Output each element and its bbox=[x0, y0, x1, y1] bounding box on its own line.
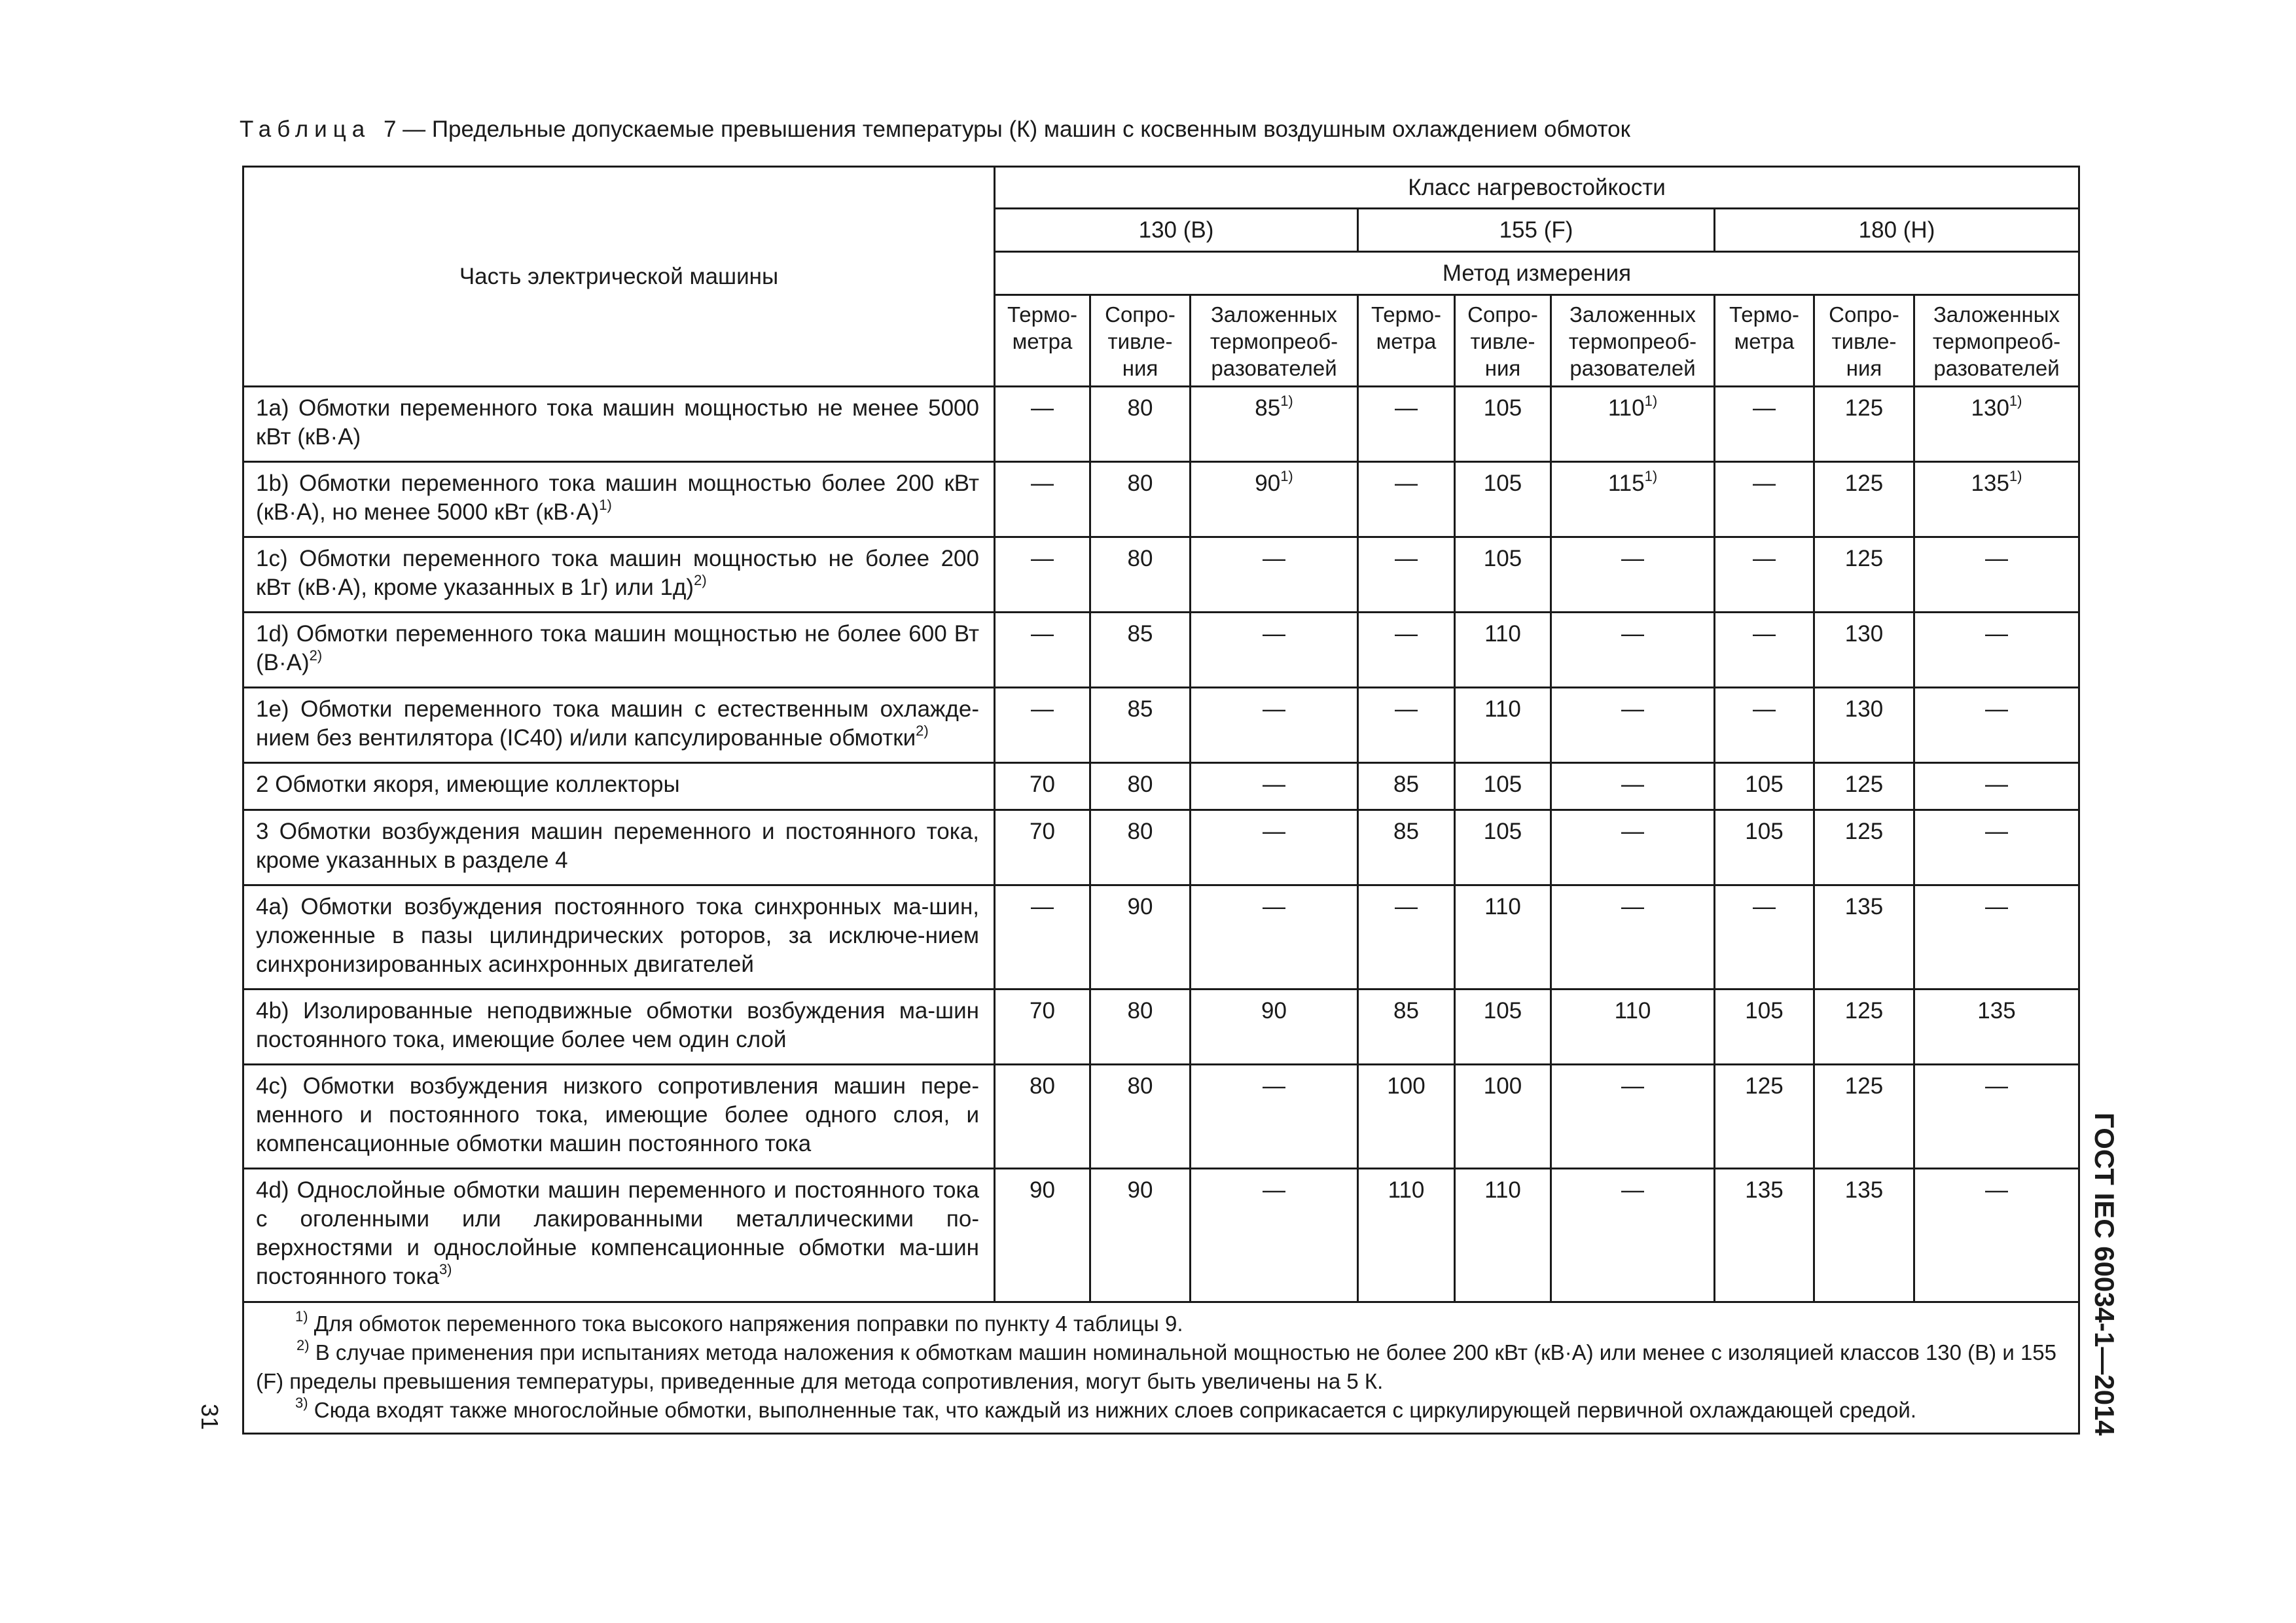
row-part-text: 1d) Обмотки переменного тока машин мощностью не более 600 Вт (В·А) bbox=[256, 621, 979, 675]
header-class-155: 155 (F) bbox=[1358, 209, 1715, 252]
value-cell bbox=[1551, 990, 1715, 1065]
footnote-ref: 1) bbox=[1280, 468, 1293, 484]
table-row bbox=[243, 1065, 2079, 1169]
value-text: 85 bbox=[1127, 696, 1153, 722]
value-text: 105 bbox=[1483, 819, 1522, 844]
value-cell bbox=[1191, 1065, 1358, 1169]
value-text: — bbox=[1031, 696, 1054, 722]
value-cell bbox=[1914, 885, 2079, 990]
table-caption-label: Таблица bbox=[240, 116, 371, 142]
value-cell bbox=[1814, 613, 1914, 688]
value-cell bbox=[1715, 810, 1814, 885]
footnote-ref: 3) bbox=[439, 1261, 452, 1277]
row-part-text: 1е) Обмотки переменного тока машин с естественным охлажде-нием без вентилятора (IC40) и/или капсулированные обмотки bbox=[256, 696, 979, 751]
table-row bbox=[243, 810, 2079, 885]
value-cell bbox=[1551, 462, 1715, 537]
footnote-mark: 2) bbox=[296, 1337, 310, 1353]
value-cell bbox=[1914, 387, 2079, 462]
header-method-embedded-detector: Заложенных термопреоб- разователей bbox=[1914, 295, 2079, 387]
value-text: — bbox=[1263, 696, 1285, 722]
value-cell bbox=[1358, 763, 1455, 810]
value-cell bbox=[1551, 763, 1715, 810]
value-text: — bbox=[1263, 621, 1285, 647]
value-cell bbox=[1455, 990, 1551, 1065]
value-cell bbox=[1814, 990, 1914, 1065]
value-text: — bbox=[1263, 772, 1285, 797]
row-part-name bbox=[243, 1065, 995, 1169]
footnote-ref: 2) bbox=[309, 647, 323, 664]
table-row bbox=[243, 462, 2079, 537]
value-cell bbox=[1191, 763, 1358, 810]
value-text: 105 bbox=[1483, 395, 1522, 421]
value-cell bbox=[1715, 387, 1814, 462]
value-cell bbox=[1715, 885, 1814, 990]
value-cell bbox=[1551, 1065, 1715, 1169]
value-cell bbox=[1455, 537, 1551, 613]
value-text: — bbox=[1621, 1177, 1644, 1203]
footnote-text: Сюда входят также многослойные обмотки, выполненные так, что каждый из нижних слоев соприкасается с циркулирующей первичной охлаждающей средой. bbox=[314, 1398, 1917, 1422]
footnote-mark: 3) bbox=[295, 1395, 308, 1411]
value-cell bbox=[1090, 537, 1191, 613]
table-row bbox=[243, 537, 2079, 613]
value-text: — bbox=[1031, 621, 1054, 647]
value-cell bbox=[995, 613, 1090, 688]
footnote-ref: 1) bbox=[1280, 393, 1293, 409]
value-cell bbox=[1551, 810, 1715, 885]
value-cell bbox=[1455, 1065, 1551, 1169]
page-number: 31 bbox=[196, 1404, 223, 1431]
value-text: 105 bbox=[1745, 772, 1784, 797]
value-text: — bbox=[1395, 696, 1418, 722]
value-text: — bbox=[1031, 546, 1054, 571]
header-method: Метод измерения bbox=[995, 252, 2079, 295]
row-part-text: 4с) Обмотки возбуждения низкого сопротивления машин пере-менного и постоянного тока, имеющие более одного слоя, и компенсационные обмотки машин постоянного тока bbox=[256, 1073, 979, 1156]
value-cell bbox=[1455, 885, 1551, 990]
value-cell bbox=[1914, 537, 2079, 613]
value-text: — bbox=[1031, 894, 1054, 919]
row-part-text: 4d) Однослойные обмотки машин переменного и постоянного тока с оголенными или лакированными металлическими по-верхностями и однослойные компенсационные обмотки ма-шин постоянного тока bbox=[256, 1177, 979, 1289]
value-cell bbox=[1358, 537, 1455, 613]
value-text: — bbox=[1621, 696, 1644, 722]
table-row bbox=[243, 688, 2079, 763]
row-part-name bbox=[243, 885, 995, 990]
value-text: 85 bbox=[1255, 395, 1281, 421]
value-cell bbox=[1090, 688, 1191, 763]
value-cell bbox=[1358, 810, 1455, 885]
value-text: — bbox=[1621, 1073, 1644, 1099]
value-cell bbox=[1358, 1169, 1455, 1302]
header-method-resistance: Сопро- тивле- ния bbox=[1090, 295, 1191, 387]
value-cell bbox=[995, 885, 1090, 990]
value-text: 105 bbox=[1745, 819, 1784, 844]
value-cell bbox=[995, 763, 1090, 810]
value-cell bbox=[1191, 1169, 1358, 1302]
value-cell bbox=[1715, 613, 1814, 688]
row-part-text: 2 Обмотки якоря, имеющие коллекторы bbox=[256, 772, 680, 797]
row-part-name bbox=[243, 1169, 995, 1302]
value-text: 85 bbox=[1393, 772, 1419, 797]
value-text: 80 bbox=[1127, 395, 1153, 421]
value-text: 80 bbox=[1127, 1073, 1153, 1099]
value-cell bbox=[1455, 810, 1551, 885]
value-text: 105 bbox=[1483, 998, 1522, 1024]
value-cell bbox=[1358, 613, 1455, 688]
value-text: 125 bbox=[1844, 546, 1884, 571]
value-text: 85 bbox=[1127, 621, 1153, 647]
value-text: 110 bbox=[1484, 1177, 1521, 1203]
value-cell bbox=[1814, 763, 1914, 810]
value-text: — bbox=[1263, 546, 1285, 571]
value-cell bbox=[1191, 885, 1358, 990]
value-cell bbox=[1551, 613, 1715, 688]
value-cell bbox=[1914, 613, 2079, 688]
value-cell bbox=[1191, 613, 1358, 688]
row-part-text: 1а) Обмотки переменного тока машин мощностью не менее 5000 кВт (кВ·А) bbox=[256, 395, 979, 450]
value-cell bbox=[1551, 885, 1715, 990]
table-row bbox=[243, 1169, 2079, 1302]
value-text: 105 bbox=[1745, 998, 1784, 1024]
row-part-name bbox=[243, 763, 995, 810]
row-part-name bbox=[243, 688, 995, 763]
footnotes-row bbox=[243, 1302, 2079, 1434]
value-text: — bbox=[1621, 546, 1644, 571]
value-cell bbox=[1191, 462, 1358, 537]
value-cell bbox=[1191, 990, 1358, 1065]
value-text: — bbox=[1985, 772, 2008, 797]
header-class-180: 180 (Н) bbox=[1715, 209, 2079, 252]
value-text: 110 bbox=[1607, 395, 1645, 421]
value-cell bbox=[1551, 387, 1715, 462]
value-cell bbox=[1814, 387, 1914, 462]
value-text: 105 bbox=[1483, 772, 1522, 797]
value-cell bbox=[1358, 688, 1455, 763]
value-text: — bbox=[1263, 894, 1285, 919]
value-text: — bbox=[1621, 621, 1644, 647]
value-text: 90 bbox=[1127, 1177, 1153, 1203]
value-text: — bbox=[1031, 471, 1054, 496]
header-method-thermometer: Термо- метра bbox=[1358, 295, 1455, 387]
header-method-resistance: Сопро- тивле- ния bbox=[1814, 295, 1914, 387]
footnote bbox=[256, 1396, 2066, 1425]
value-text: 130 bbox=[1844, 696, 1884, 722]
value-text: 70 bbox=[1030, 819, 1055, 844]
value-cell bbox=[995, 387, 1090, 462]
value-cell bbox=[1814, 537, 1914, 613]
value-text: 90 bbox=[1127, 894, 1153, 919]
value-text: 135 bbox=[1977, 998, 2016, 1024]
value-cell bbox=[1551, 537, 1715, 613]
value-cell bbox=[1914, 990, 2079, 1065]
table-caption-text: 7 — Предельные допускаемые превышения температуры (К) машин с косвенным воздушным охлаждением обмоток bbox=[383, 116, 1630, 142]
value-cell bbox=[1715, 1065, 1814, 1169]
value-text: 85 bbox=[1393, 819, 1419, 844]
value-text: 125 bbox=[1844, 471, 1884, 496]
value-text: — bbox=[1985, 546, 2008, 571]
table-row bbox=[243, 763, 2079, 810]
row-part-name bbox=[243, 537, 995, 613]
table-row bbox=[243, 387, 2079, 462]
value-text: 80 bbox=[1127, 546, 1153, 571]
value-text: — bbox=[1263, 819, 1285, 844]
value-cell bbox=[1455, 1169, 1551, 1302]
value-text: 135 bbox=[1844, 1177, 1884, 1203]
value-cell bbox=[1358, 387, 1455, 462]
value-text: — bbox=[1985, 894, 2008, 919]
row-part-text: 1с) Обмотки переменного тока машин мощностью не более 200 кВт (кВ·А), кроме указанных в 1г) или 1д) bbox=[256, 546, 979, 600]
value-cell bbox=[1914, 1169, 2079, 1302]
header-class: Класс нагревостойкости bbox=[995, 167, 2079, 209]
row-part-name bbox=[243, 613, 995, 688]
value-text: — bbox=[1395, 546, 1418, 571]
value-text: 130 bbox=[1971, 395, 2009, 421]
row-part-text: 3 Обмотки возбуждения машин переменного и постоянного тока, кроме указанных в разделе 4 bbox=[256, 819, 979, 873]
value-cell bbox=[1715, 763, 1814, 810]
value-text: 85 bbox=[1393, 998, 1419, 1024]
row-part-text: 1b) Обмотки переменного тока машин мощностью более 200 кВт (кВ·А), но менее 5000 кВт (кВ·А) bbox=[256, 471, 979, 525]
value-cell bbox=[1814, 810, 1914, 885]
table-row bbox=[243, 990, 2079, 1065]
header-method-thermometer: Термо- метра bbox=[1715, 295, 1814, 387]
value-cell bbox=[1455, 763, 1551, 810]
value-text: 110 bbox=[1388, 1177, 1425, 1203]
value-text: 90 bbox=[1030, 1177, 1055, 1203]
value-text: 130 bbox=[1844, 621, 1884, 647]
value-cell bbox=[995, 688, 1090, 763]
value-cell bbox=[1191, 537, 1358, 613]
row-part-name bbox=[243, 990, 995, 1065]
value-text: 100 bbox=[1483, 1073, 1522, 1099]
value-cell bbox=[1455, 462, 1551, 537]
footnote-text: Для обмоток переменного тока высокого напряжения поправки по пункту 4 таблицы 9. bbox=[314, 1311, 1183, 1336]
table-row bbox=[243, 613, 2079, 688]
footnote-ref: 1) bbox=[1644, 393, 1658, 409]
temperature-rise-table bbox=[242, 166, 2080, 1435]
value-text: 80 bbox=[1030, 1073, 1055, 1099]
table-row bbox=[243, 885, 2079, 990]
value-cell bbox=[1358, 990, 1455, 1065]
footnote-ref: 1) bbox=[599, 497, 612, 513]
value-cell bbox=[1814, 688, 1914, 763]
value-text: — bbox=[1753, 471, 1776, 496]
table-caption bbox=[240, 115, 2072, 144]
value-cell bbox=[1090, 1169, 1191, 1302]
value-cell bbox=[995, 537, 1090, 613]
value-cell bbox=[1358, 885, 1455, 990]
row-part-text: 4а) Обмотки возбуждения постоянного тока синхронных ма-шин, уложенные в пазы цилиндрических роторов, за исключе-нием синхронизированных асинхронных двигателей bbox=[256, 894, 979, 977]
value-cell bbox=[1090, 462, 1191, 537]
value-text: 110 bbox=[1484, 696, 1521, 722]
value-cell bbox=[1455, 613, 1551, 688]
value-text: 125 bbox=[1844, 395, 1884, 421]
value-cell bbox=[1715, 537, 1814, 613]
value-cell bbox=[1551, 688, 1715, 763]
value-text: 70 bbox=[1030, 772, 1055, 797]
row-part-name bbox=[243, 387, 995, 462]
value-cell bbox=[1090, 613, 1191, 688]
value-text: 135 bbox=[1844, 894, 1884, 919]
value-text: 90 bbox=[1261, 998, 1287, 1024]
value-text: — bbox=[1031, 395, 1054, 421]
value-text: 80 bbox=[1127, 819, 1153, 844]
value-cell bbox=[1914, 763, 2079, 810]
value-cell bbox=[1455, 688, 1551, 763]
value-text: 80 bbox=[1127, 471, 1153, 496]
value-text: 110 bbox=[1484, 621, 1521, 647]
value-cell bbox=[1914, 1065, 2079, 1169]
footnote-ref: 1) bbox=[1644, 468, 1658, 484]
value-text: — bbox=[1395, 894, 1418, 919]
value-cell bbox=[1914, 462, 2079, 537]
value-cell bbox=[1090, 387, 1191, 462]
value-text: 125 bbox=[1745, 1073, 1784, 1099]
value-text: — bbox=[1753, 395, 1776, 421]
value-cell bbox=[1914, 810, 2079, 885]
value-text: — bbox=[1985, 1177, 2008, 1203]
row-part-name bbox=[243, 810, 995, 885]
value-text: 70 bbox=[1030, 998, 1055, 1024]
header-class-130: 130 (В) bbox=[995, 209, 1358, 252]
header-method-embedded-detector: Заложенных термопреоб- разователей bbox=[1551, 295, 1715, 387]
value-text: 110 bbox=[1484, 894, 1521, 919]
value-text: 115 bbox=[1607, 471, 1645, 496]
value-cell bbox=[1814, 885, 1914, 990]
value-cell bbox=[1358, 1065, 1455, 1169]
value-text: — bbox=[1621, 772, 1644, 797]
value-cell bbox=[1090, 990, 1191, 1065]
value-text: 105 bbox=[1483, 546, 1522, 571]
value-text: — bbox=[1621, 819, 1644, 844]
footnote-ref: 2) bbox=[694, 572, 707, 588]
value-cell bbox=[1814, 462, 1914, 537]
value-cell bbox=[995, 1169, 1090, 1302]
value-text: — bbox=[1395, 621, 1418, 647]
value-text: 80 bbox=[1127, 772, 1153, 797]
value-cell bbox=[1455, 387, 1551, 462]
row-part-name bbox=[243, 462, 995, 537]
value-text: — bbox=[1753, 621, 1776, 647]
value-cell bbox=[1914, 688, 2079, 763]
value-text: 105 bbox=[1483, 471, 1522, 496]
value-cell bbox=[1715, 462, 1814, 537]
value-cell bbox=[1358, 462, 1455, 537]
value-cell bbox=[995, 810, 1090, 885]
footnote-ref: 2) bbox=[916, 722, 929, 739]
value-cell bbox=[1814, 1169, 1914, 1302]
footnote bbox=[256, 1310, 2066, 1338]
value-cell bbox=[1551, 1169, 1715, 1302]
row-part-text: 4b) Изолированные неподвижные обмотки возбуждения ма-шин постоянного тока, имеющие более чем один слой bbox=[256, 998, 979, 1052]
value-cell bbox=[1814, 1065, 1914, 1169]
value-cell bbox=[995, 462, 1090, 537]
value-text: — bbox=[1985, 819, 2008, 844]
value-cell bbox=[1090, 885, 1191, 990]
value-cell bbox=[1715, 688, 1814, 763]
value-cell bbox=[1715, 990, 1814, 1065]
value-text: 125 bbox=[1844, 998, 1884, 1024]
footnote bbox=[256, 1338, 2066, 1396]
footnote-mark: 1) bbox=[295, 1308, 308, 1325]
value-text: 125 bbox=[1844, 772, 1884, 797]
header-method-thermometer: Термо- метра bbox=[995, 295, 1090, 387]
footnote-ref: 1) bbox=[2009, 468, 2022, 484]
value-text: 135 bbox=[1745, 1177, 1784, 1203]
footnote-text: В случае применения при испытаниях метода наложения к обмоткам машин номинальной мощностью не более 200 кВт (кВ·А) или менее с изоляцией классов 130 (В) и 155 (F) пределы превышения температуры, приведенные для метода сопротивления, могут быть увеличены на 5 К. bbox=[256, 1340, 2057, 1393]
value-text: — bbox=[1621, 894, 1644, 919]
value-cell bbox=[995, 1065, 1090, 1169]
value-text: — bbox=[1985, 1073, 2008, 1099]
value-cell bbox=[1090, 810, 1191, 885]
value-text: — bbox=[1395, 395, 1418, 421]
value-text: — bbox=[1753, 894, 1776, 919]
value-text: — bbox=[1263, 1073, 1285, 1099]
value-cell bbox=[1090, 763, 1191, 810]
value-cell bbox=[1715, 1169, 1814, 1302]
value-text: 100 bbox=[1387, 1073, 1426, 1099]
standard-designation: ГОСТ IEC 60034-1—2014 bbox=[2089, 1113, 2120, 1436]
value-text: — bbox=[1753, 696, 1776, 722]
value-cell bbox=[1191, 387, 1358, 462]
value-text: — bbox=[1395, 471, 1418, 496]
value-text: — bbox=[1753, 546, 1776, 571]
value-text: 90 bbox=[1255, 471, 1281, 496]
value-text: 80 bbox=[1127, 998, 1153, 1024]
value-text: — bbox=[1985, 696, 2008, 722]
value-text: — bbox=[1263, 1177, 1285, 1203]
value-cell bbox=[995, 990, 1090, 1065]
header-method-resistance: Сопро- тивле- ния bbox=[1455, 295, 1551, 387]
value-text: — bbox=[1985, 621, 2008, 647]
footnotes bbox=[243, 1302, 2079, 1434]
value-cell bbox=[1191, 810, 1358, 885]
value-cell bbox=[1090, 1065, 1191, 1169]
header-method-embedded-detector: Заложенных термопреоб- разователей bbox=[1191, 295, 1358, 387]
value-text: 125 bbox=[1844, 819, 1884, 844]
value-text: 110 bbox=[1614, 998, 1651, 1024]
value-text: 125 bbox=[1844, 1073, 1884, 1099]
header-part: Часть электрической машины bbox=[243, 167, 995, 387]
footnote-ref: 1) bbox=[2009, 393, 2022, 409]
value-cell bbox=[1191, 688, 1358, 763]
value-text: 135 bbox=[1971, 471, 2009, 496]
